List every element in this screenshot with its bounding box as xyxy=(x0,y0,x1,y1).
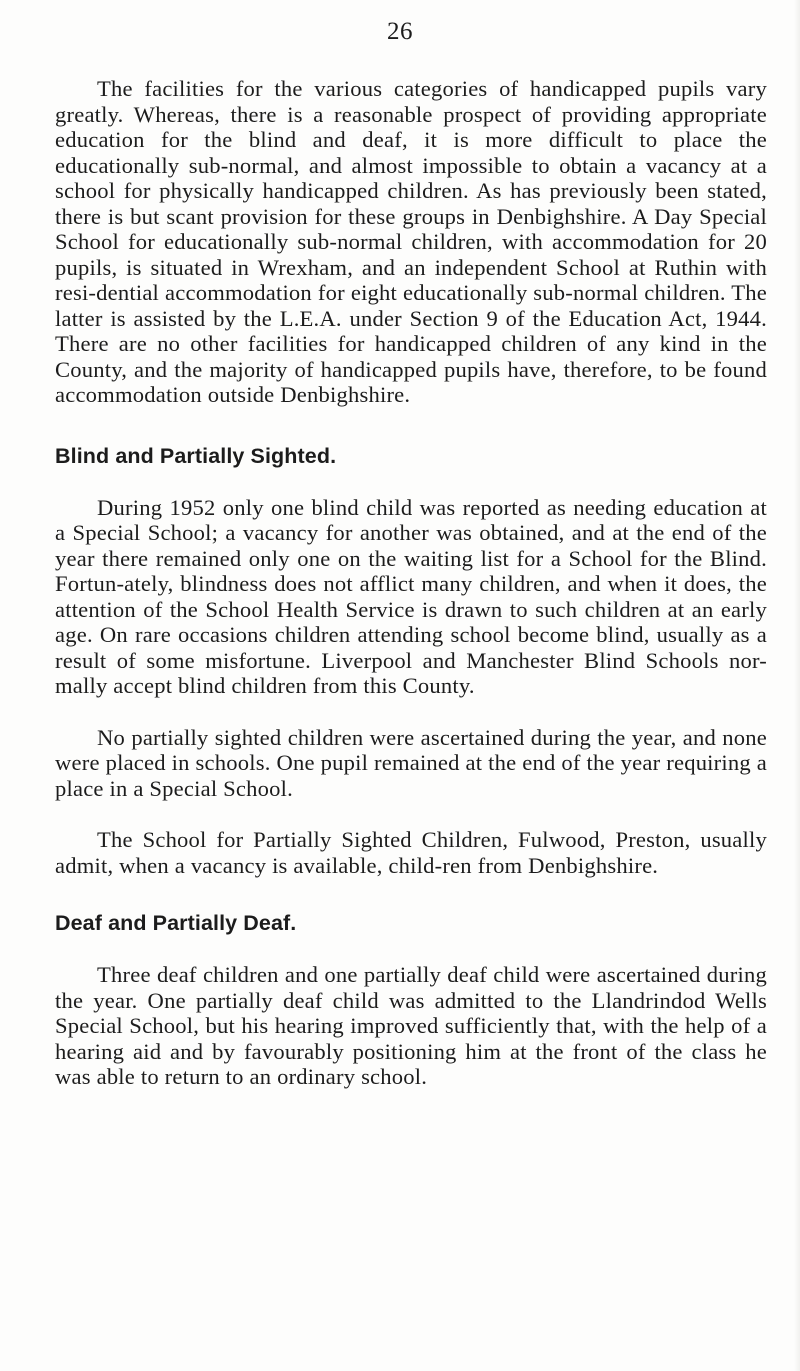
blind-section-heading: Blind and Partially Sighted. xyxy=(55,443,337,468)
blind-paragraph-1: During 1952 only one blind child was reported as needing education at a Special School; a vacancy for another was obtained, and at the end of the year there remained only one on the waiting list for a School for the Blind. Fortun-ately, blindness does not afflict many children, and when it does, the attention of the School Health Service is drawn to such children at an early age. On rare occasions children attending school become blind, usually as a result of some misfortune. Liverpool and Manchester Blind Schools nor-mally accept blind children from this County. xyxy=(55,494,767,698)
deaf-section-heading: Deaf and Partially Deaf. xyxy=(55,911,297,935)
blind-paragraph-3: The School for Partially Sighted Children, Fulwood, Preston, usually admit, when a vacancy is available, child-ren from Denbighshire. xyxy=(55,827,767,878)
intro-paragraph: The facilities for the various categories of handicapped pupils vary greatly. Whereas, there is a reasonable prospect of providing appropriate education for the blind and deaf, it is more difficult to place the educationally sub-normal, and almost impossible to obtain a vacancy at a school for physically handicapped children. As has previously been stated, there is but scant provision for these groups in Denbighshire. A Day Special School for educationally sub-normal children, with accommodation for 20 pupils, is situated in Wrexham, and an independent School at Ruthin with resi-dential accommodation for eight educationally sub-normal children. The latter is assisted by the L.E.A. under Section 9 of the Education Act, 1944. There are no other facilities for handicapped children of any kind in the County, and the majority of handicapped pupils have, therefore, to be found accommodation outside Denbighshire. xyxy=(55,76,767,407)
page-body xyxy=(55,76,767,1090)
deaf-paragraph-1: Three deaf children and one partially deaf child were ascertained during the year. One partially deaf child was admitted to the Llandrindod Wells Special School, but his hearing improved sufficiently that, with the help of a hearing aid and by favourably positioning him at the front of the class he was able to return to an ordinary school. xyxy=(55,962,767,1089)
page-edge-shadow xyxy=(794,0,800,1371)
blind-paragraph-2: No partially sighted children were ascertained during the year, and none were placed in schools. One pupil remained at the end of the year requiring a place in a Special School. xyxy=(55,724,767,801)
page-number: 26 xyxy=(387,18,413,45)
